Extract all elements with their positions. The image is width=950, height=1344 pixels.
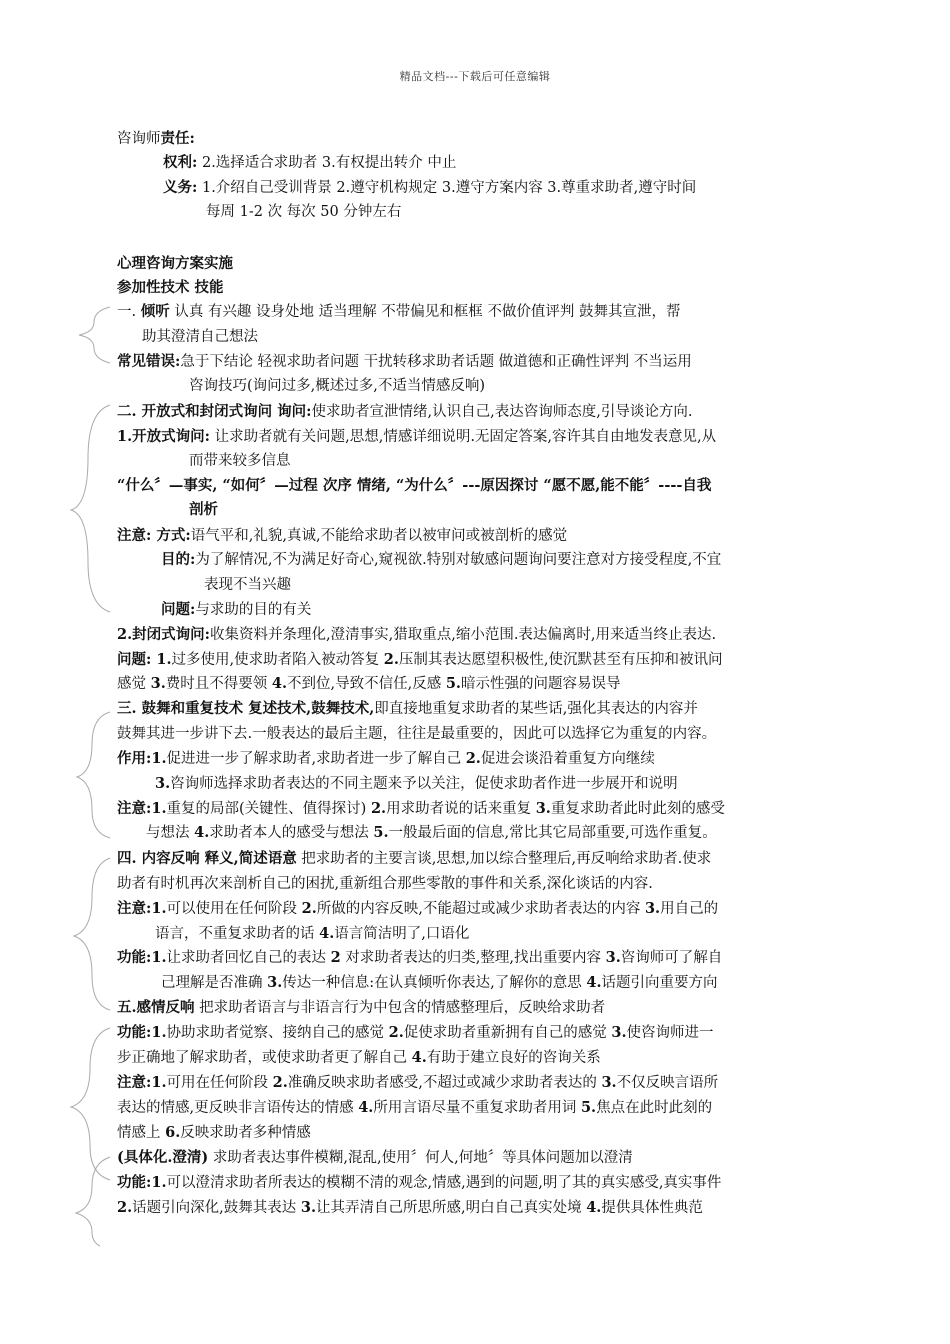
- encourage-title: 三. 鼓舞和重复技术 复述技术,鼓舞技术,: [117, 700, 375, 717]
- encourage-note-label: 注意:1.: [117, 800, 167, 817]
- encourage-note-num-4: 4.: [194, 824, 210, 841]
- content-reflect-text: 把求助者的主要言谈,思想,加以综合整理后,再反响给求助者.使求: [296, 851, 712, 867]
- obligations-line: [163, 176, 696, 200]
- problems-num-5: 5.: [445, 675, 461, 692]
- errors-text: 急于下结论 轻视求助者问题 干扰转移求助者话题 做道德和正确性评判 不当运用: [180, 354, 692, 370]
- emotion-note-text-2: 准确反映求助者感受,不超过或减少求助者表达的: [287, 1075, 602, 1091]
- emotion-note-cont2-text: 情感上: [117, 1125, 166, 1141]
- emotion-note-cont: [117, 1096, 712, 1120]
- emotion-reflect-title-line: [117, 996, 605, 1020]
- emotion-func-num-3: 3.: [611, 1024, 627, 1041]
- problems-label: 问题: 1.: [117, 651, 172, 668]
- errors-label: 常见错误:: [117, 353, 181, 370]
- content-func-text-5: 话题引向重要方向: [601, 975, 718, 991]
- encourage-func-label: 作用:1.: [117, 750, 167, 767]
- questioning-title: 二. 开放式和封闭式询问 询问:: [117, 403, 312, 420]
- content-note-label: 注意:1.: [117, 900, 167, 917]
- concrete-func-num-3: 3.: [300, 1199, 316, 1216]
- encourage-func-text-1: 促进进一步了解求助者,求助者进一步了解自己: [166, 751, 466, 767]
- content-note-text-1: 可以使用在任何阶段: [166, 901, 302, 917]
- section-subtitle: 参加性技术 技能: [117, 279, 224, 296]
- content-func-label: 功能:1.: [117, 949, 167, 966]
- encourage-func-line: [117, 747, 655, 771]
- emotion-note-num-5: 5.: [580, 1099, 597, 1116]
- page-header: 精品文档---下载后可任意编辑: [399, 70, 551, 83]
- concrete-func-label: 功能:1.: [117, 1174, 167, 1191]
- emotion-note-label: 注意:1.: [117, 1074, 167, 1091]
- content-note-cont-text: 语言，不重复求助者的话: [155, 926, 320, 942]
- brace-emotion: [71, 1028, 110, 1180]
- problems-num-2: 2.: [383, 651, 399, 668]
- encourage-note-text-1: 重复的局部(关键性、值得探讨): [166, 801, 371, 817]
- what-how-cont: 剖析: [189, 501, 218, 518]
- emotion-note-text-3: 不仅反映言语所: [616, 1075, 719, 1091]
- emotion-func-cont-text: 步正确地了解求助者，或使求助者更了解自己: [117, 1050, 412, 1066]
- content-func-text-1: 让求助者回忆自己的表达: [166, 950, 331, 966]
- closed-question-text: 收集资料并条理化,澄清事实,猎取重点,缩小范围.表达偏离时,用来适当终止表达.: [210, 627, 717, 643]
- rights-label: 权利:: [163, 154, 198, 171]
- content-note-num-3: 3.: [644, 900, 661, 917]
- encourage-func-text-2: 促进会谈沿着重复方向继续: [480, 751, 655, 767]
- encourage-title-line: [117, 697, 698, 721]
- note-manner-line: [117, 524, 567, 548]
- content-func-cont: [161, 971, 718, 995]
- brace-listening: [79, 307, 110, 363]
- closed-question-label: 2.封闭式询问:: [117, 626, 210, 643]
- emotion-func-text-4: 有助于建立良好的咨询关系: [426, 1050, 601, 1066]
- content-func-text-4: 传达一种信息:在认真倾听你表达,了解你的意思: [282, 975, 587, 991]
- encourage-func-num-3: 3.: [155, 775, 171, 792]
- problems-text-3: 费时且不得要领: [165, 676, 272, 692]
- problems-num-4: 4.: [271, 675, 287, 692]
- emotion-note-text-5: 焦点在此时此刻的: [596, 1100, 713, 1116]
- content-func-num-2: 2: [330, 949, 341, 966]
- encourage-note-text-2: 用求助者说的话来重复: [386, 801, 536, 817]
- emotion-note-num-2: 2.: [272, 1074, 288, 1091]
- purpose-label: 目的:: [161, 551, 196, 568]
- problems-text-5: 暗示性强的问题容易误导: [460, 676, 621, 692]
- emotion-note-cont2: [117, 1121, 311, 1145]
- purpose-text: 为了解情况,不为满足好奇心,窥视欲.特别对敏感问题询问要注意对方接受程度,不宜: [195, 552, 722, 568]
- open-question-cont: 而带来较多信息: [189, 453, 291, 469]
- content-func-text-3: 咨询师可了解自: [620, 950, 723, 966]
- emotion-note-text-6: 反映求助者多种情感: [180, 1125, 311, 1141]
- listening-line: [117, 300, 680, 324]
- content-note-text-4: 语言简洁明了,口语化: [334, 926, 470, 942]
- encourage-note-text-3: 重复求助者此时此刻的感受: [550, 801, 725, 817]
- emotion-func-text-2: 促使求助者重新拥有自己的感觉: [403, 1025, 612, 1041]
- content-func-num-3: 3.: [605, 949, 621, 966]
- listening-text: 认真 有兴趣 设身处地 适当理解 不带偏见和框框 不做价值评判 鼓舞其宣泄，帮: [169, 304, 681, 320]
- content-reflect-title: 四. 内容反响 释义,简述语意: [117, 850, 297, 867]
- errors-line: [117, 350, 692, 374]
- encourage-note-num-5: 5.: [373, 824, 389, 841]
- concrete-func-num-2: 2.: [117, 1199, 133, 1216]
- concrete-func-text-3: 让其弄清自己所思所感,明白自己真实处境: [316, 1200, 587, 1216]
- brace-questioning: [71, 405, 110, 612]
- concrete-func-text-2: 话题引向深化,鼓舞其表达: [132, 1200, 301, 1216]
- open-question-line: [117, 425, 716, 449]
- content-func-num-4: 3.: [267, 974, 283, 991]
- concrete-title-line: [117, 1146, 633, 1170]
- content-note-num-4: 4.: [319, 925, 335, 942]
- emotion-func-text-3: 使咨询师进一: [626, 1025, 714, 1041]
- problems-text-4: 不到位,导致不信任,反感: [287, 676, 446, 692]
- what-how-line: “什么〞—事实, “如何〞—过程 次序 情绪, “为什么〞---原因探讨 “愿不愿,能不能〞----自我: [117, 477, 712, 494]
- section-title: 心理咨询方案实施: [117, 255, 233, 272]
- emotion-reflect-title: 五.感情反响: [117, 999, 195, 1016]
- listening-num: 一.: [117, 304, 141, 320]
- obligations-label: 义务:: [163, 179, 198, 196]
- issue-text: 与求助的目的有关: [195, 602, 312, 618]
- note-manner-text: 语气平和,礼貌,真诚,不能给求助者以被审问或被剖析的感觉: [190, 528, 568, 544]
- brace-encourage: [77, 712, 110, 838]
- encourage-note-text-5: 一般最后面的信息,常比其它局部重要,可选作重复。: [388, 825, 717, 841]
- encourage-text: 即直接地重复求助者的某些话,强化其表达的内容并: [374, 701, 698, 717]
- content-func-line: [117, 946, 722, 970]
- questioning-title-line: [117, 400, 692, 424]
- content-note-line: [117, 897, 718, 921]
- problems-num-3: 3.: [150, 675, 166, 692]
- problems-line: [117, 648, 723, 672]
- open-question-text: 让求助者就有关问题,思想,情感详细说明.无固定答案,容许其自由地发表意见,从: [210, 429, 717, 445]
- obligations-cont: 每周 1-2 次 每次 50 分钟左右: [206, 204, 402, 220]
- purpose-line: [161, 548, 721, 572]
- closed-question-line: [117, 623, 716, 647]
- listening-title: 倾听: [140, 303, 170, 320]
- content-note-cont: [155, 922, 469, 946]
- listening-cont: 助其澄清自己想法: [142, 329, 258, 345]
- content-reflect-cont: 助者有时机再次来剖析自己的困扰,重新组合那些零散的事件和关系,深化谈话的内容.: [117, 876, 653, 892]
- concrete-func-text-1: 可以澄清求助者所表达的模糊不清的观念,情感,遇到的问题,明了其的真实感受,真实事件: [166, 1175, 722, 1191]
- problems-cont-text: 感觉: [117, 676, 151, 692]
- encourage-cont: 鼓舞其进一步讲下去.一般表达的最后主题，往往是最重要的，因此可以选择它为重复的内容。: [117, 726, 717, 742]
- content-note-text-2: 所做的内容反映,不能超过或减少求助者表达的内容: [316, 901, 645, 917]
- problems-text-2: 压制其表达愿望积极性,使沉默甚至有压抑和被讯问: [398, 652, 723, 668]
- concrete-func-num-4: 4.: [586, 1199, 602, 1216]
- problems-cont: [117, 672, 620, 696]
- content-func-num-5: 4.: [586, 974, 602, 991]
- duty-title-bold: 责任:: [160, 130, 195, 147]
- emotion-func-cont: [117, 1046, 601, 1070]
- encourage-note-text-4: 求助者本人的感受与想法: [209, 825, 374, 841]
- concrete-func-text-4: 提供具体性典范: [601, 1200, 703, 1216]
- encourage-note-num-3: 3.: [535, 800, 551, 817]
- content-note-text-3: 用自己的: [660, 901, 719, 917]
- encourage-note-line: [117, 797, 725, 821]
- encourage-note-cont-text: 与想法: [146, 825, 195, 841]
- emotion-note-num-4: 4.: [358, 1099, 374, 1116]
- rights-text: 2.选择适合求助者 3.有权提出转介 中止: [197, 155, 457, 171]
- concrete-title: (具体化.澄清): [117, 1149, 209, 1166]
- concrete-text: 求助者表达事件模糊,混乱,使用〞何人,何地〞等具体问题加以澄清: [208, 1150, 633, 1166]
- issue-line: [161, 598, 311, 622]
- obligations-text: 1.介绍自己受训背景 2.遵守机构规定 3.遵守方案内容 3.尊重求助者,遵守时间: [197, 180, 697, 196]
- concrete-func-line: [117, 1171, 721, 1195]
- encourage-note-num-2: 2.: [370, 800, 387, 817]
- emotion-func-num-2: 2.: [388, 1024, 404, 1041]
- emotion-func-text-1: 协助求助者觉察、接纳自己的感觉: [166, 1025, 389, 1041]
- brace-content: [74, 858, 110, 1010]
- problems-text-1: 过多使用,使求助者陷入被动答复: [171, 652, 384, 668]
- content-reflect-title-line: [117, 847, 711, 871]
- emotion-note-text-4: 所用言语尽量不重复求助者用词: [373, 1100, 581, 1116]
- content-note-num-2: 2.: [301, 900, 317, 917]
- emotion-func-num-4: 4.: [411, 1049, 427, 1066]
- duty-title-pre: 咨询师: [117, 131, 161, 147]
- emotion-note-num-3: 3.: [601, 1074, 617, 1091]
- content-func-cont-text: 己理解是否准确: [161, 975, 268, 991]
- rights-line: [163, 151, 456, 175]
- brace-concrete: [76, 1157, 110, 1246]
- encourage-func-num-2: 2.: [465, 750, 481, 767]
- encourage-func-text-3: 咨询师选择求助者表达的不同主题来予以关注，促使求助者作进一步展开和说明: [170, 776, 678, 792]
- purpose-cont: 表现不当兴趣: [204, 577, 291, 593]
- duty-title: [117, 127, 195, 151]
- emotion-func-label: 功能:1.: [117, 1024, 167, 1041]
- emotion-note-line: [117, 1071, 718, 1095]
- errors-cont: 咨询技巧(询问过多,概述过多,不适当情感反响): [189, 378, 486, 394]
- note-manner-label: 注意: 方式:: [117, 527, 191, 544]
- concrete-func-cont: [117, 1196, 703, 1220]
- emotion-note-num-6: 6.: [165, 1124, 181, 1141]
- issue-label: 问题:: [161, 601, 196, 618]
- emotion-note-cont-text: 表达的情感,更反映非言语传达的情感: [117, 1100, 359, 1116]
- emotion-func-line: [117, 1021, 714, 1045]
- questioning-title-text: 使求助者宣泄情绪,认识自己,表达咨询师态度,引导谈论方向.: [311, 404, 693, 420]
- emotion-note-text-1: 可用在任何阶段: [166, 1075, 273, 1091]
- open-question-label: 1.开放式询问:: [117, 428, 210, 445]
- encourage-func-cont: [155, 772, 678, 796]
- encourage-note-cont: [146, 821, 717, 845]
- emotion-reflect-text: 把求助者语言与非语言行为中包含的情感整理后，反映给求助者: [194, 1000, 606, 1016]
- content-func-text-2: 对求助者表达的归类,整理,找出重要内容: [340, 950, 606, 966]
